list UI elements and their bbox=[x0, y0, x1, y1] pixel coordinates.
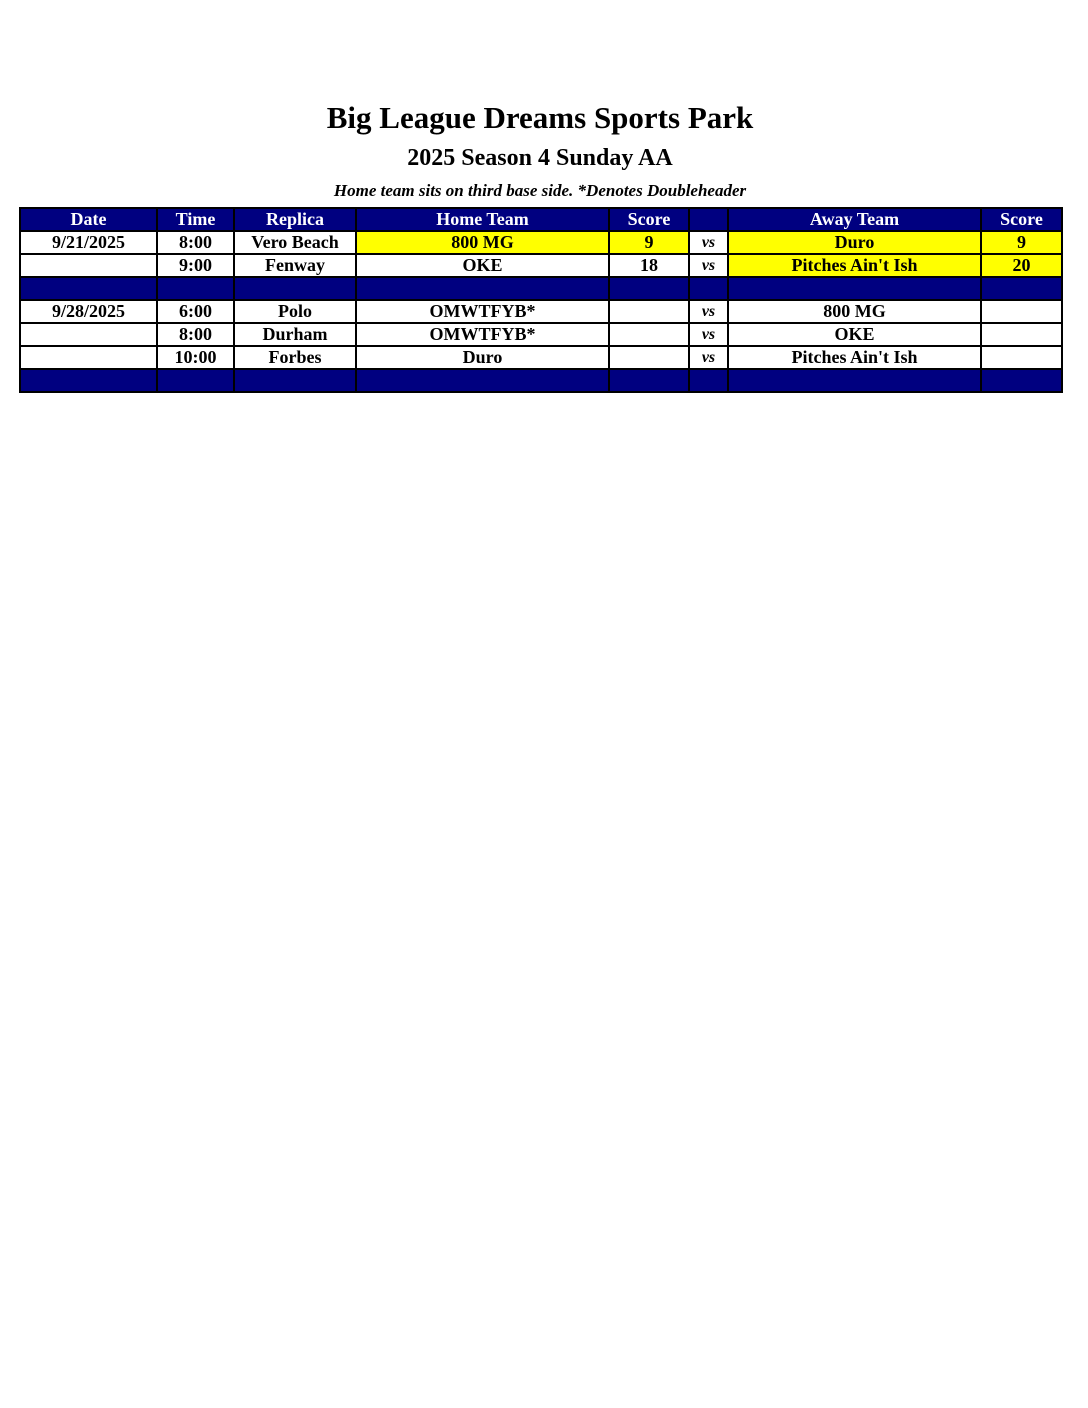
spacer-cell bbox=[20, 369, 157, 392]
cell-away-team: Pitches Ain't Ish bbox=[728, 346, 981, 369]
spacer-cell bbox=[728, 277, 981, 300]
cell-away-team: OKE bbox=[728, 323, 981, 346]
cell-replica: Durham bbox=[234, 323, 356, 346]
table-header-row bbox=[20, 208, 1062, 231]
cell-time: 9:00 bbox=[157, 254, 234, 277]
cell-away-score bbox=[981, 300, 1062, 323]
cell-vs: vs bbox=[689, 254, 728, 277]
cell-vs: vs bbox=[689, 323, 728, 346]
cell-away-team: Duro bbox=[728, 231, 981, 254]
cell-home-team: 800 MG bbox=[356, 231, 609, 254]
header-vs bbox=[689, 208, 728, 231]
cell-away-score bbox=[981, 323, 1062, 346]
cell-time: 10:00 bbox=[157, 346, 234, 369]
cell-away-team: Pitches Ain't Ish bbox=[728, 254, 981, 277]
header-time: Time bbox=[157, 208, 234, 231]
spacer-cell bbox=[157, 369, 234, 392]
spacer-cell bbox=[356, 277, 609, 300]
table-row bbox=[20, 323, 1062, 346]
cell-replica: Forbes bbox=[234, 346, 356, 369]
cell-home-score: 9 bbox=[609, 231, 689, 254]
spacer-cell bbox=[356, 369, 609, 392]
spacer-row bbox=[20, 277, 1062, 300]
cell-vs: vs bbox=[689, 300, 728, 323]
cell-date bbox=[20, 346, 157, 369]
page-title: Big League Dreams Sports Park bbox=[326, 100, 754, 135]
cell-vs: vs bbox=[689, 231, 728, 254]
spacer-cell bbox=[689, 277, 728, 300]
spacer-cell bbox=[981, 369, 1062, 392]
table-row bbox=[20, 231, 1062, 254]
cell-replica: Polo bbox=[234, 300, 356, 323]
spacer-cell bbox=[728, 369, 981, 392]
cell-away-score: 20 bbox=[981, 254, 1062, 277]
header-date: Date bbox=[20, 208, 157, 231]
header-away-score: Score bbox=[981, 208, 1062, 231]
cell-away-score bbox=[981, 346, 1062, 369]
cell-home-score bbox=[609, 300, 689, 323]
cell-home-team: Duro bbox=[356, 346, 609, 369]
cell-time: 6:00 bbox=[157, 300, 234, 323]
cell-home-score bbox=[609, 346, 689, 369]
cell-away-score: 9 bbox=[981, 231, 1062, 254]
cell-vs: vs bbox=[689, 346, 728, 369]
table-row bbox=[20, 346, 1062, 369]
cell-replica: Vero Beach bbox=[234, 231, 356, 254]
spacer-cell bbox=[20, 277, 157, 300]
header-home-team: Home Team bbox=[356, 208, 609, 231]
table-row bbox=[20, 254, 1062, 277]
cell-home-team: OMWTFYB* bbox=[356, 323, 609, 346]
table-row bbox=[20, 300, 1062, 323]
spacer-cell bbox=[234, 369, 356, 392]
spacer-cell bbox=[609, 369, 689, 392]
cell-time: 8:00 bbox=[157, 231, 234, 254]
schedule-body bbox=[20, 231, 1062, 392]
schedule-note: Home team sits on third base side. *Denotes Doubleheader bbox=[333, 181, 747, 200]
header-replica: Replica bbox=[234, 208, 356, 231]
header-away-team: Away Team bbox=[728, 208, 981, 231]
cell-replica: Fenway bbox=[234, 254, 356, 277]
spacer-cell bbox=[981, 277, 1062, 300]
spacer-cell bbox=[689, 369, 728, 392]
spacer-cell bbox=[157, 277, 234, 300]
page-subtitle: 2025 Season 4 Sunday AA bbox=[407, 145, 673, 171]
cell-home-score bbox=[609, 323, 689, 346]
cell-date bbox=[20, 254, 157, 277]
schedule-table bbox=[19, 207, 1063, 393]
cell-date: 9/28/2025 bbox=[20, 300, 157, 323]
cell-home-score: 18 bbox=[609, 254, 689, 277]
header-home-score: Score bbox=[609, 208, 689, 231]
cell-date: 9/21/2025 bbox=[20, 231, 157, 254]
spacer-cell bbox=[609, 277, 689, 300]
cell-date bbox=[20, 323, 157, 346]
cell-away-team: 800 MG bbox=[728, 300, 981, 323]
cell-home-team: OKE bbox=[356, 254, 609, 277]
spacer-cell bbox=[234, 277, 356, 300]
cell-time: 8:00 bbox=[157, 323, 234, 346]
spacer-row bbox=[20, 369, 1062, 392]
cell-home-team: OMWTFYB* bbox=[356, 300, 609, 323]
